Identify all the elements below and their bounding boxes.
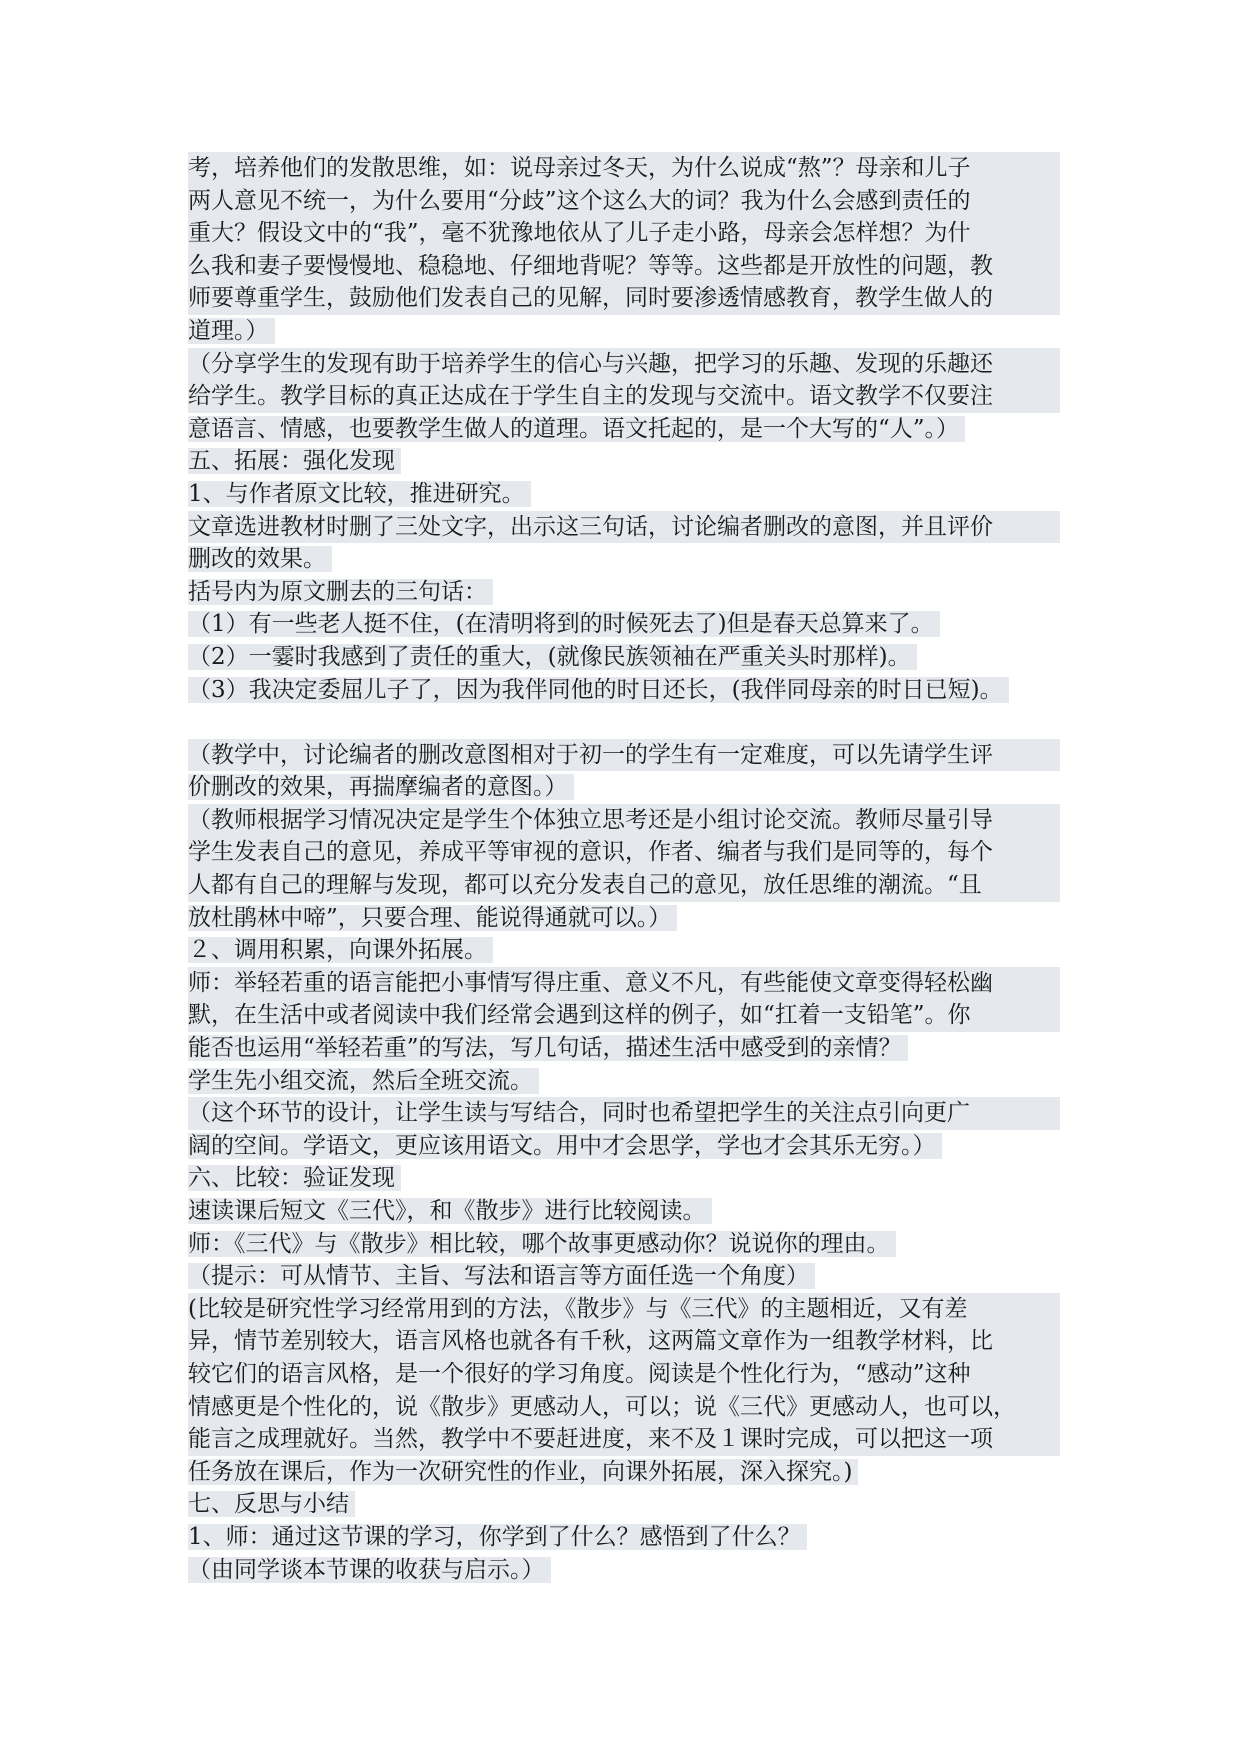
text-line: （教学中，讨论编者的删改意图相对于初一的学生有一定难度，可以先请学生评: [188, 739, 1060, 772]
text-line: （这个环节的设计，让学生读与写结合，同时也希望把学生的关注点引向更广: [188, 1097, 1060, 1130]
section-heading: 六、比较：验证发现: [188, 1162, 1060, 1195]
text-line: 能否也运用“举轻若重”的写法，写几句话，描述生活中感受到的亲情？: [188, 1032, 1060, 1065]
text-line: （分享学生的发现有助于培养学生的信心与兴趣，把学习的乐趣、发现的乐趣还: [188, 348, 1060, 381]
text-line: 学生发表自己的意见，养成平等审视的意识，作者、编者与我们是同等的，每个: [188, 836, 1060, 869]
text-line: 放杜鹃林中啼”，只要合理、能说得通就可以。）: [188, 902, 1060, 935]
text-line: 考，培养他们的发散思维，如：说母亲过冬天，为什么说成“熬”？母亲和儿子: [188, 152, 1060, 185]
blank-line: [188, 706, 1060, 739]
text-line: （由同学谈本节课的收获与启示。）: [188, 1554, 1060, 1587]
text-line: 异，情节差别较大，语言风格也就各有千秋，这两篇文章作为一组教学材料，比: [188, 1325, 1060, 1358]
text-line: （1）有一些老人挺不住，(在清明将到的时候死去了)但是春天总算来了。: [188, 608, 1060, 641]
text-line: 任务放在课后，作为一次研究性的作业，向课外拓展，深入探究。): [188, 1456, 1060, 1489]
text-line: 学生先小组交流，然后全班交流。: [188, 1065, 1060, 1098]
text-line: 师：《三代》与《散步》相比较，哪个故事更感动你？说说你的理由。: [188, 1228, 1060, 1261]
text-line: 价删改的效果，再揣摩编者的意图。）: [188, 771, 1060, 804]
section-heading: 五、拓展：强化发现: [188, 445, 1060, 478]
text-line: 师要尊重学生，鼓励他们发表自己的见解，同时要渗透情感教育，教学生做人的: [188, 282, 1060, 315]
text-line: 1、师：通过这节课的学习，你学到了什么？感悟到了什么？: [188, 1521, 1060, 1554]
text-line: （提示：可从情节、主旨、写法和语言等方面任选一个角度）: [188, 1260, 1060, 1293]
text-line: （3）我决定委屈儿子了，因为我伴同他的时日还长，(我伴同母亲的时日已短)。: [188, 674, 1060, 707]
text-line: 重大？假设文中的“我”，毫不犹豫地依从了儿子走小路，母亲会怎样想？为什: [188, 217, 1060, 250]
text-line: 师：举轻若重的语言能把小事情写得庄重、意义不凡，有些能使文章变得轻松幽: [188, 967, 1060, 1000]
text-line: 情感更是个性化的，说《散步》更感动人，可以；说《三代》更感动人，也可以，: [188, 1391, 1060, 1424]
text-line: 删改的效果。: [188, 543, 1060, 576]
text-line: 道理。）: [188, 315, 1060, 348]
text-line: 么我和妻子要慢慢地、稳稳地、仔细地背呢？等等。这些都是开放性的问题，教: [188, 250, 1060, 283]
document-page: [188, 152, 1060, 1586]
text-line: 人都有自己的理解与发现，都可以充分发表自己的意见，放任思维的潮流。“且: [188, 869, 1060, 902]
text-line: 给学生。教学目标的真正达成在于学生自主的发现与交流中。语文教学不仅要注: [188, 380, 1060, 413]
text-line: 意语言、情感，也要教学生做人的道理。语文托起的，是一个大写的“人”。）: [188, 413, 1060, 446]
text-line: 较它们的语言风格，是一个很好的学习角度。阅读是个性化行为，“感动”这种: [188, 1358, 1060, 1391]
text-line: (比较是研究性学习经常用到的方法，《散步》与《三代》的主题相近，又有差: [188, 1293, 1060, 1326]
section-heading: 七、反思与小结: [188, 1488, 1060, 1521]
text-line: ２、调用积累，向课外拓展。: [188, 934, 1060, 967]
text-line: 文章选进教材时删了三处文字，出示这三句话，讨论编者删改的意图，并且评价: [188, 511, 1060, 544]
text-line: 1、与作者原文比较，推进研究。: [188, 478, 1060, 511]
text-line: （2）一霎时我感到了责任的重大，(就像民族领袖在严重关头时那样)。: [188, 641, 1060, 674]
text-line: 默，在生活中或者阅读中我们经常会遇到这样的例子，如“扛着一支铅笔”。你: [188, 999, 1060, 1032]
text-line: 能言之成理就好。当然，教学中不要赶进度，来不及１课时完成，可以把这一项: [188, 1423, 1060, 1456]
text-line: 括号内为原文删去的三句话：: [188, 576, 1060, 609]
text-line: 阔的空间。学语文，更应该用语文。用中才会思学，学也才会其乐无穷。）: [188, 1130, 1060, 1163]
text-line: 速读课后短文《三代》，和《散步》进行比较阅读。: [188, 1195, 1060, 1228]
text-line: （教师根据学习情况决定是学生个体独立思考还是小组讨论交流。教师尽量引导: [188, 804, 1060, 837]
text-line: 两人意见不统一，为什么要用“分歧”这个这么大的词？我为什么会感到责任的: [188, 185, 1060, 218]
